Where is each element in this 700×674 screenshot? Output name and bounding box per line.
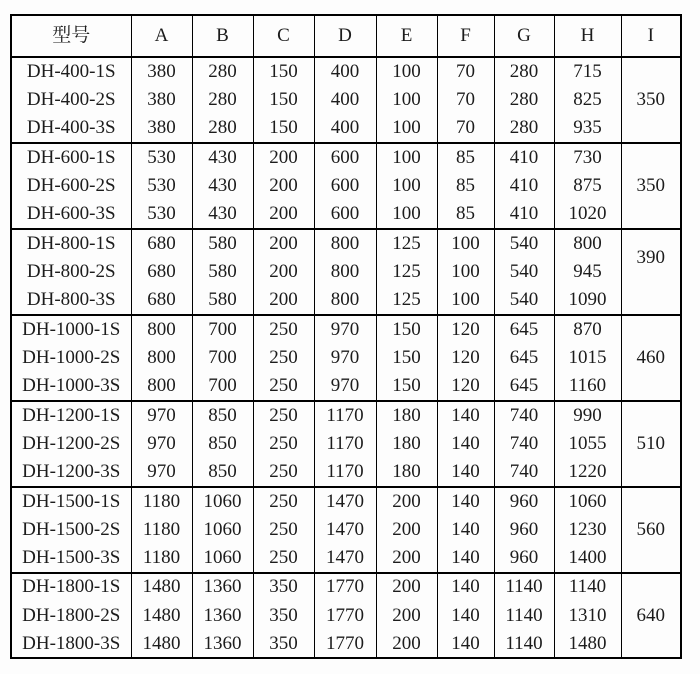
value-cell: 800 <box>131 315 192 344</box>
table-row <box>11 544 681 573</box>
model-cell: DH-600-2S <box>26 174 116 196</box>
value-cell: 140 <box>437 458 494 487</box>
value-cell: 140 <box>437 515 494 544</box>
value-cell: 100 <box>376 200 437 229</box>
table-row <box>11 515 681 544</box>
value-cell: 1015 <box>554 343 621 372</box>
value-cell: 1060 <box>554 487 621 516</box>
value-cell: 140 <box>437 429 494 458</box>
i-merged-cell: 390 <box>621 229 681 315</box>
value-cell: 530 <box>131 172 192 201</box>
value-cell: 1090 <box>554 286 621 315</box>
value-cell: 540 <box>494 257 554 286</box>
value-cell: 800 <box>554 229 621 258</box>
value-cell: 140 <box>437 544 494 573</box>
table-row <box>11 143 681 172</box>
value-cell: 140 <box>437 573 494 602</box>
value-cell: 150 <box>253 57 314 86</box>
value-cell: 200 <box>376 544 437 573</box>
value-cell: 700 <box>192 372 253 401</box>
value-cell: 700 <box>192 315 253 344</box>
value-cell: 1400 <box>554 544 621 573</box>
value-cell: 1480 <box>131 573 192 602</box>
value-cell: 400 <box>314 114 376 143</box>
header-cell-model: 型号 <box>11 15 131 57</box>
model-cell: DH-1500-1S <box>11 487 131 516</box>
value-cell: 680 <box>131 286 192 315</box>
value-cell: 530 <box>131 200 192 229</box>
value-cell: 600 <box>314 172 376 201</box>
value-cell: 1020 <box>554 200 621 229</box>
value-cell: 1360 <box>192 630 253 659</box>
value-cell: 200 <box>253 229 314 258</box>
value-cell: 935 <box>554 114 621 143</box>
value-cell: 600 <box>314 200 376 229</box>
model-dimension-spec-table <box>10 14 682 659</box>
value-cell: 350 <box>253 601 314 630</box>
value-cell: 200 <box>253 172 314 201</box>
value-cell: 700 <box>192 343 253 372</box>
value-cell: 800 <box>131 343 192 372</box>
value-cell: 1480 <box>131 601 192 630</box>
value-cell: 100 <box>437 286 494 315</box>
value-cell: 200 <box>253 200 314 229</box>
value-cell: 350 <box>253 630 314 659</box>
table-row <box>11 401 681 430</box>
table-row <box>11 200 681 229</box>
value-cell: 680 <box>131 257 192 286</box>
model-cell: DH-1800-3S <box>22 632 121 654</box>
value-cell: 100 <box>376 172 437 201</box>
value-cell: 1140 <box>554 573 621 602</box>
value-cell: 200 <box>253 143 314 172</box>
value-cell: 200 <box>376 515 437 544</box>
model-cell: DH-1000-1S <box>11 315 131 344</box>
header-cell-h: H <box>554 15 621 57</box>
value-cell: 540 <box>494 286 554 315</box>
value-cell: 100 <box>376 114 437 143</box>
model-cell: DH-800-2S <box>26 260 116 282</box>
model-cell: DH-1200-1S <box>11 401 131 430</box>
value-cell: 800 <box>314 229 376 258</box>
value-cell: 150 <box>376 343 437 372</box>
value-cell: 280 <box>192 86 253 115</box>
value-cell: 140 <box>437 601 494 630</box>
value-cell: 200 <box>253 286 314 315</box>
i-merged-cell: 640 <box>621 573 681 659</box>
table-row <box>11 630 681 659</box>
model-cell: DH-800-3S <box>26 289 116 311</box>
table-row <box>11 114 681 143</box>
value-cell: 800 <box>131 372 192 401</box>
table-row <box>11 573 681 602</box>
value-cell: 150 <box>253 86 314 115</box>
value-cell: 410 <box>494 172 554 201</box>
value-cell: 645 <box>494 343 554 372</box>
value-cell: 580 <box>192 229 253 258</box>
value-cell: 200 <box>376 630 437 659</box>
value-cell: 1180 <box>131 544 192 573</box>
value-cell: 645 <box>494 372 554 401</box>
value-cell: 870 <box>554 315 621 344</box>
value-cell: 280 <box>192 114 253 143</box>
value-cell: 140 <box>437 630 494 659</box>
value-cell: 250 <box>253 458 314 487</box>
header-cell-d: D <box>314 15 376 57</box>
value-cell: 970 <box>131 429 192 458</box>
value-cell: 100 <box>376 57 437 86</box>
value-cell: 250 <box>253 544 314 573</box>
model-cell: DH-1500-3S <box>22 546 121 568</box>
model-cell: DH-1500-2S <box>22 518 121 540</box>
value-cell: 250 <box>253 372 314 401</box>
model-cell: DH-400-2S <box>26 89 116 111</box>
value-cell: 680 <box>131 229 192 258</box>
header-cell-c: C <box>253 15 314 57</box>
value-cell: 410 <box>494 143 554 172</box>
value-cell: 580 <box>192 286 253 315</box>
header-cell-g: G <box>494 15 554 57</box>
value-cell: 1060 <box>192 487 253 516</box>
value-cell: 250 <box>253 487 314 516</box>
value-cell: 540 <box>494 229 554 258</box>
value-cell: 200 <box>376 487 437 516</box>
value-cell: 85 <box>437 172 494 201</box>
table-row <box>11 57 681 86</box>
model-cell: DH-1200-2S <box>22 432 121 454</box>
value-cell: 380 <box>131 86 192 115</box>
value-cell: 580 <box>192 257 253 286</box>
value-cell: 250 <box>253 315 314 344</box>
value-cell: 530 <box>131 143 192 172</box>
value-cell: 990 <box>554 401 621 430</box>
value-cell: 120 <box>437 343 494 372</box>
table-row <box>11 172 681 201</box>
value-cell: 1170 <box>314 458 376 487</box>
value-cell: 100 <box>437 257 494 286</box>
value-cell: 715 <box>554 57 621 86</box>
value-cell: 970 <box>131 458 192 487</box>
value-cell: 960 <box>494 544 554 573</box>
value-cell: 970 <box>314 343 376 372</box>
table-row <box>11 86 681 115</box>
value-cell: 740 <box>494 458 554 487</box>
value-cell: 1160 <box>554 372 621 401</box>
value-cell: 825 <box>554 86 621 115</box>
value-cell: 800 <box>314 257 376 286</box>
value-cell: 350 <box>253 573 314 602</box>
value-cell: 1055 <box>554 429 621 458</box>
value-cell: 410 <box>494 200 554 229</box>
value-cell: 1360 <box>192 573 253 602</box>
value-cell: 400 <box>314 57 376 86</box>
value-cell: 180 <box>376 401 437 430</box>
header-cell-e: E <box>376 15 437 57</box>
table-row <box>11 315 681 344</box>
value-cell: 85 <box>437 143 494 172</box>
value-cell: 1470 <box>314 544 376 573</box>
value-cell: 120 <box>437 372 494 401</box>
value-cell: 125 <box>376 229 437 258</box>
value-cell: 850 <box>192 401 253 430</box>
value-cell: 430 <box>192 200 253 229</box>
value-cell: 1180 <box>131 487 192 516</box>
value-cell: 125 <box>376 257 437 286</box>
model-cell: DH-600-1S <box>11 143 131 172</box>
value-cell: 430 <box>192 172 253 201</box>
value-cell: 70 <box>437 114 494 143</box>
value-cell: 1480 <box>554 630 621 659</box>
value-cell: 800 <box>314 286 376 315</box>
value-cell: 200 <box>376 573 437 602</box>
value-cell: 250 <box>253 401 314 430</box>
value-cell: 1140 <box>494 630 554 659</box>
value-cell: 180 <box>376 458 437 487</box>
table-row <box>11 372 681 401</box>
value-cell: 140 <box>437 487 494 516</box>
value-cell: 150 <box>376 315 437 344</box>
table-row <box>11 487 681 516</box>
model-cell: DH-1800-1S <box>11 573 131 602</box>
value-cell: 85 <box>437 200 494 229</box>
value-cell: 1230 <box>554 515 621 544</box>
value-cell: 100 <box>437 229 494 258</box>
value-cell: 280 <box>494 114 554 143</box>
value-cell: 600 <box>314 143 376 172</box>
model-cell: DH-1000-3S <box>22 374 121 396</box>
model-cell: DH-400-1S <box>11 57 131 86</box>
value-cell: 945 <box>554 257 621 286</box>
value-cell: 1470 <box>314 515 376 544</box>
value-cell: 645 <box>494 315 554 344</box>
value-cell: 1060 <box>192 544 253 573</box>
value-cell: 1140 <box>494 573 554 602</box>
value-cell: 1170 <box>314 401 376 430</box>
value-cell: 70 <box>437 86 494 115</box>
value-cell: 250 <box>253 343 314 372</box>
value-cell: 280 <box>494 57 554 86</box>
header-cell-i: I <box>621 15 681 57</box>
value-cell: 970 <box>131 401 192 430</box>
model-cell: DH-1200-3S <box>22 460 121 482</box>
model-cell: DH-400-3S <box>26 117 116 139</box>
value-cell: 150 <box>376 372 437 401</box>
value-cell: 1140 <box>494 601 554 630</box>
value-cell: 380 <box>131 114 192 143</box>
value-cell: 280 <box>494 86 554 115</box>
value-cell: 875 <box>554 172 621 201</box>
i-merged-cell: 350 <box>621 143 681 229</box>
value-cell: 850 <box>192 429 253 458</box>
value-cell: 380 <box>131 57 192 86</box>
value-cell: 280 <box>192 57 253 86</box>
value-cell: 400 <box>314 86 376 115</box>
i-merged-cell: 560 <box>621 487 681 573</box>
value-cell: 250 <box>253 515 314 544</box>
value-cell: 70 <box>437 57 494 86</box>
value-cell: 125 <box>376 286 437 315</box>
value-cell: 960 <box>494 487 554 516</box>
value-cell: 250 <box>253 429 314 458</box>
value-cell: 100 <box>376 86 437 115</box>
value-cell: 180 <box>376 429 437 458</box>
value-cell: 150 <box>253 114 314 143</box>
header-cell-a: A <box>131 15 192 57</box>
value-cell: 200 <box>253 257 314 286</box>
value-cell: 1170 <box>314 429 376 458</box>
table-row <box>11 343 681 372</box>
value-cell: 960 <box>494 515 554 544</box>
value-cell: 1180 <box>131 515 192 544</box>
table-row <box>11 229 681 258</box>
table-row <box>11 601 681 630</box>
model-cell: DH-1800-2S <box>22 604 121 626</box>
i-merged-cell: 460 <box>621 315 681 401</box>
value-cell: 970 <box>314 372 376 401</box>
header-row <box>11 15 681 57</box>
i-merged-cell: 510 <box>621 401 681 487</box>
model-cell: DH-600-3S <box>26 203 116 225</box>
value-cell: 1770 <box>314 630 376 659</box>
value-cell: 140 <box>437 401 494 430</box>
value-cell: 1770 <box>314 573 376 602</box>
i-merged-cell: 350 <box>621 57 681 143</box>
value-cell: 1310 <box>554 601 621 630</box>
value-cell: 850 <box>192 458 253 487</box>
table-row <box>11 458 681 487</box>
model-cell: DH-800-1S <box>11 229 131 258</box>
value-cell: 970 <box>314 315 376 344</box>
value-cell: 1480 <box>131 630 192 659</box>
value-cell: 730 <box>554 143 621 172</box>
table-row <box>11 286 681 315</box>
value-cell: 100 <box>376 143 437 172</box>
value-cell: 740 <box>494 429 554 458</box>
value-cell: 1220 <box>554 458 621 487</box>
value-cell: 430 <box>192 143 253 172</box>
header-cell-f: F <box>437 15 494 57</box>
value-cell: 1360 <box>192 601 253 630</box>
value-cell: 1770 <box>314 601 376 630</box>
table-row <box>11 257 681 286</box>
value-cell: 1060 <box>192 515 253 544</box>
value-cell: 1470 <box>314 487 376 516</box>
header-cell-b: B <box>192 15 253 57</box>
value-cell: 200 <box>376 601 437 630</box>
value-cell: 740 <box>494 401 554 430</box>
model-cell: DH-1000-2S <box>22 346 121 368</box>
table-body <box>11 57 681 658</box>
value-cell: 120 <box>437 315 494 344</box>
table-row <box>11 429 681 458</box>
